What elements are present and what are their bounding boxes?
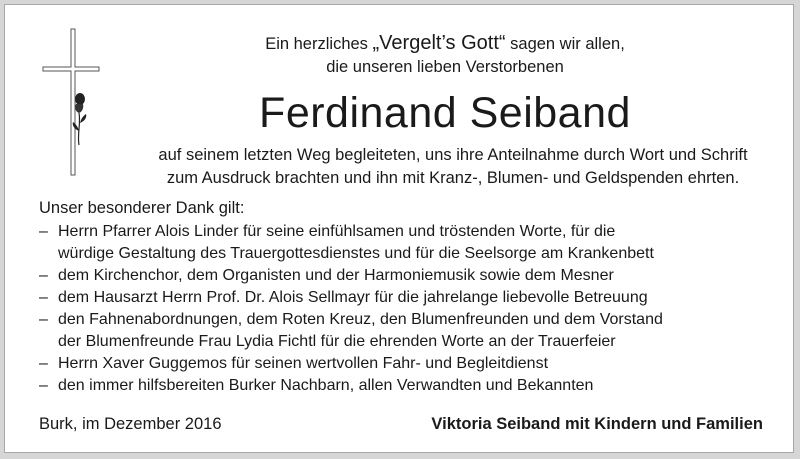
thanks-list [39,221,779,397]
signature: Viktoria Seiband mit Kindern und Familien [431,415,763,433]
list-dash: – [39,355,48,372]
place-date: Burk, im Dezember 2016 [39,415,222,433]
list-item: – dem Kirchenchor, dem Organisten und der Harmoniemusik sowie dem Mesner [39,265,779,287]
list-dash: – [39,289,48,306]
list-item: – den immer hilfsbereiten Burker Nachbarn, allen Verwandten und Bekannten [39,375,779,397]
intro-line-1: Ein herzliches „Vergelt’s Gott“ sagen wir allen, [265,32,625,54]
cross-with-rose-icon [41,27,101,177]
obituary-card [4,4,794,453]
list-dash: – [39,377,48,394]
thanks-line-1: auf seinem letzten Weg begleiteten, uns ihre Anteilnahme durch Wort und Schrift [158,146,748,164]
list-item: – Herrn Pfarrer Alois Linder für seine einfühlsamen und tröstenden Worte, für die würdige Gestaltung des Trauergottesdienstes und für die Seelsorge am Krankenbett [39,223,654,262]
footer [39,413,763,436]
list-dash: – [39,223,48,240]
special-thanks-heading: Unser besonderer Dank gilt: [39,199,245,217]
thanks-paragraph [133,144,773,190]
list-item: – dem Hausarzt Herrn Prof. Dr. Alois Sellmayr für die jahrelange liebevolle Betreuung [39,287,779,309]
thanks-line-2: zum Ausdruck brachten und ihn mit Kranz-, Blumen- und Geldspenden ehrten. [166,169,740,187]
list-dash: – [39,267,48,284]
intro-line-2: die unseren lieben Verstorbenen [326,58,564,76]
list-item: – den Fahnenabordnungen, dem Roten Kreuz, den Blumenfreunden und dem Vorstand der Blumenfreunde Frau Lydia Fichtl für die ehrenden Worte an der Trauerfeier [39,311,663,350]
list-dash: – [39,311,48,328]
deceased-name: Ferdinand Seiband [259,89,631,137]
list-item: – Herrn Xaver Guggemos für seinen wertvollen Fahr- und Begleitdienst [39,353,779,375]
intro-text [155,32,735,79]
vergelts-gott-quote: „Vergelt’s Gott“ [372,32,506,54]
